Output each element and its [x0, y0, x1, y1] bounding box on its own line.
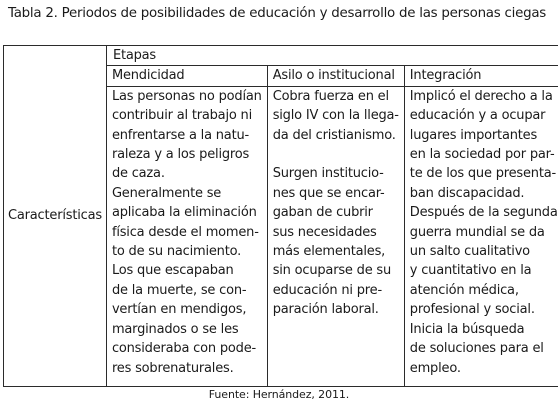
row-header-caracteristicas: Características: [4, 46, 107, 387]
text-line: Generalmente se: [111, 185, 222, 201]
text-line: Después de la segunda: [409, 205, 558, 221]
text-line: Cobra fuerza en el: [272, 88, 389, 104]
text-line: lugares importantes: [409, 127, 538, 143]
text-line: de soluciones para el: [409, 341, 544, 357]
table-caption: Tabla 2. Periodos de posibilidades de educación y desarrollo de las personas ciegas: [8, 6, 546, 21]
column-header-mendicidad: Mendicidad: [106, 66, 267, 86]
text-line: en la sociedad por par-: [409, 147, 555, 163]
text-line: vertían en mendigos,: [111, 302, 247, 318]
text-line: consideraba con pode-: [111, 341, 256, 357]
paragraph-gap: [273, 145, 399, 164]
text-line: física desde el momen-: [111, 224, 259, 240]
column-header-integracion: Integración: [404, 66, 558, 86]
text-line: te de los que presenta-: [409, 166, 556, 182]
text-line: sus necesidades: [272, 224, 377, 240]
text-line: un salto cualitativo: [409, 244, 530, 260]
text-line: de la muerte, se con-: [111, 282, 247, 298]
text-line: Surgen institucio-: [272, 166, 384, 182]
text-line: más elementales,: [272, 244, 386, 260]
text-line: Las personas no podían: [111, 88, 262, 104]
text-line: marginados o se les: [111, 321, 239, 337]
text-line: Implicó el derecho a la: [409, 88, 553, 104]
text-line: sin ocuparse de su: [272, 263, 392, 279]
text-line: de caza.: [111, 166, 165, 182]
text-line: contribuir al trabajo ni: [111, 108, 252, 124]
text-line: educación ni pre-: [272, 282, 382, 298]
text-line: raleza y a los peligros: [111, 147, 250, 163]
text-line: enfrentarse a la natu-: [111, 127, 250, 143]
text-line: gaban de cubrir: [272, 205, 373, 221]
text-line: educación y a ocupar: [409, 108, 546, 124]
text-line: Inicia la búsqueda: [409, 321, 525, 337]
text-line: Los que escapaban: [111, 263, 234, 279]
text-line: da del cristianismo.: [272, 127, 396, 143]
text-line: y cuantitativo en la: [409, 263, 532, 279]
text-line: atención médica,: [409, 282, 519, 298]
cell-asilo: [267, 86, 404, 386]
text-line: guerra mundial se da: [409, 224, 545, 240]
text-line: res sobrenaturales.: [111, 360, 234, 376]
column-header-asilo: Asilo o institucional: [267, 66, 404, 86]
text-line: to de su nacimiento.: [111, 244, 242, 260]
text-line: paración laboral.: [272, 302, 379, 318]
stages-table: [3, 45, 558, 387]
cell-integracion: [404, 86, 558, 386]
text-line: nes que se encar-: [272, 185, 385, 201]
text-line: profesional y social.: [409, 302, 535, 318]
group-header-etapas: Etapas: [106, 46, 558, 66]
cell-mendicidad: [106, 86, 267, 386]
source-note: Fuente: Hernández, 2011.: [208, 388, 350, 401]
text-line: ban discapacidad.: [409, 185, 525, 201]
text-line: aplicaba la eliminación: [111, 205, 257, 221]
text-line: empleo.: [409, 360, 461, 376]
text-line: siglo IV con la llega-: [272, 108, 399, 124]
